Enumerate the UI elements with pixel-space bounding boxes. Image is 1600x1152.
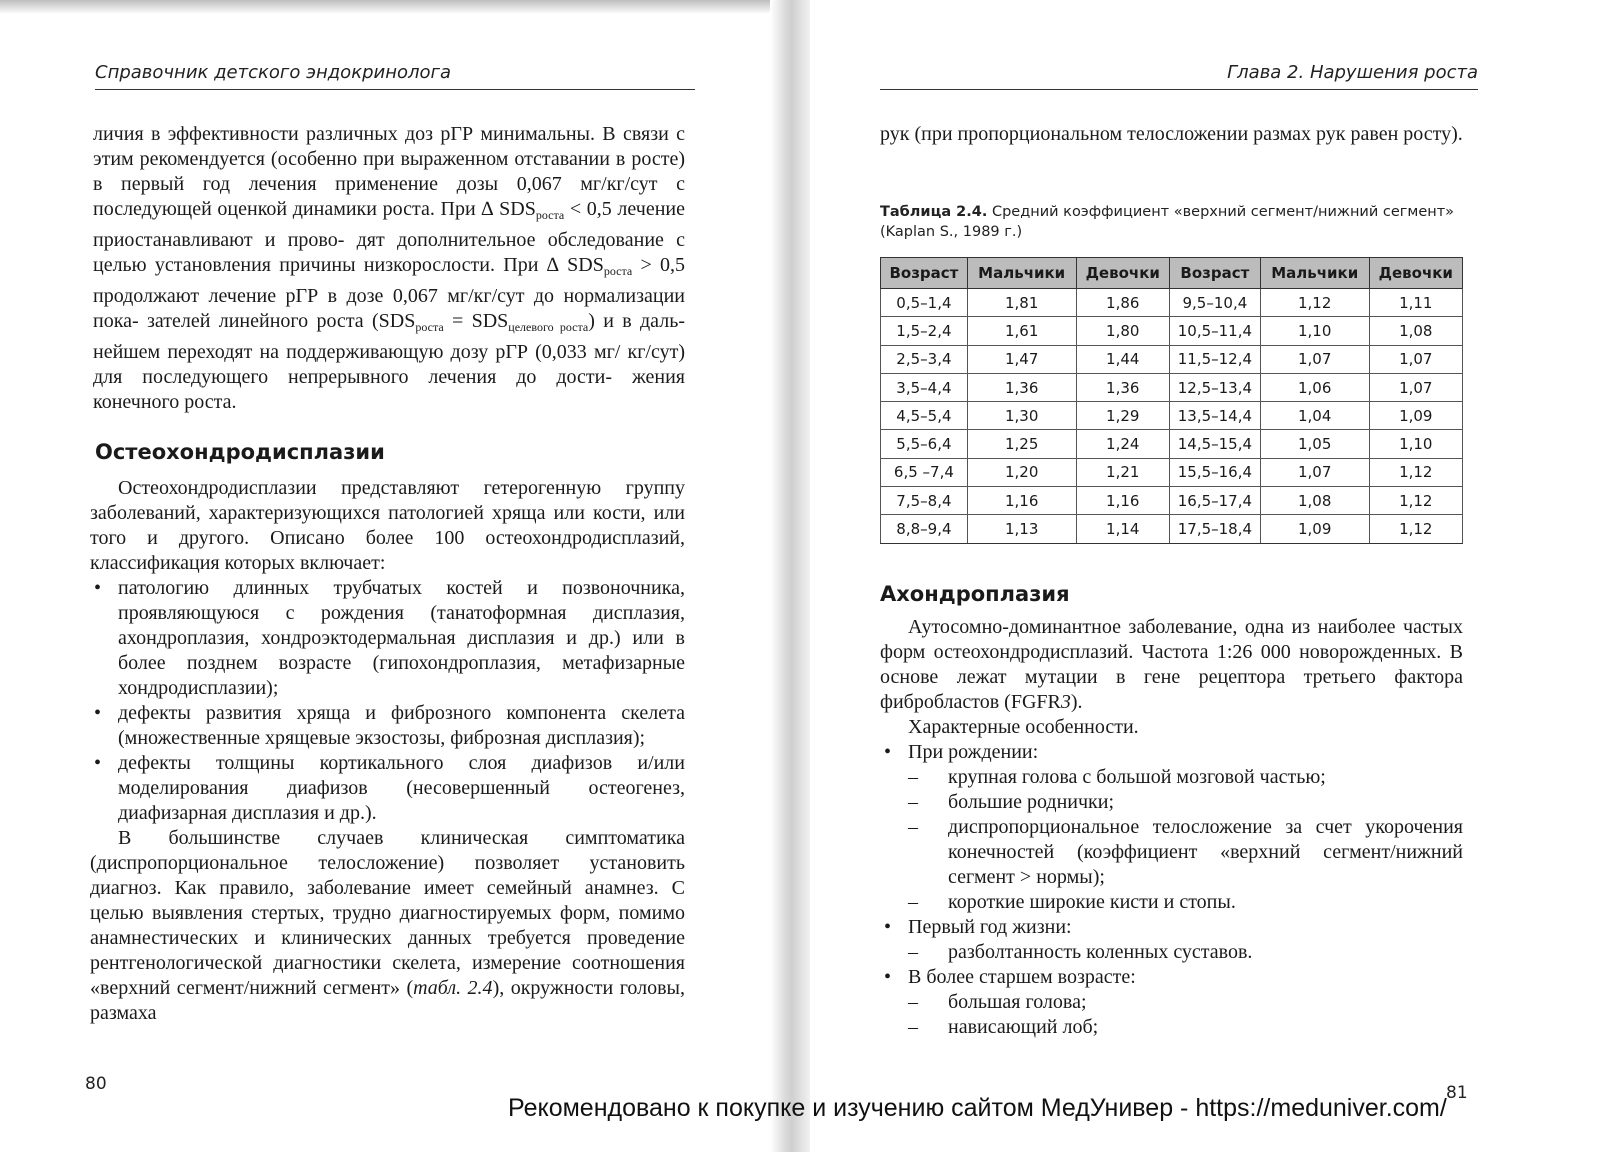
table-cell: 2,5–3,4 (881, 345, 968, 373)
table-cell: 1,16 (967, 487, 1076, 515)
left-para-2: Остеохондродисплазии представляют гетерогенную группу заболеваний, характеризующихся патологией хряща или кости, или того и другого. Описано более 100 остеохондродисплазий, классификация которых включает: (90, 477, 685, 574)
table-cell: 1,21 (1076, 458, 1169, 486)
col-header: Мальчики (967, 258, 1076, 289)
table-cell: 1,07 (1369, 345, 1462, 373)
table-row (881, 289, 1463, 317)
list-item: – большие роднички; (880, 790, 1463, 815)
table-cell: 1,09 (1260, 515, 1369, 543)
table-cell: 17,5–18,4 (1169, 515, 1260, 543)
table-row (881, 515, 1463, 543)
table-cell: 1,25 (967, 430, 1076, 458)
features-list (880, 965, 1463, 990)
table-cell: 1,36 (1076, 373, 1169, 401)
table-cell: 1,04 (1260, 402, 1369, 430)
left-page (0, 0, 790, 1152)
list-item: – нависающий лоб; (880, 1015, 1463, 1040)
table-cell: 1,08 (1260, 487, 1369, 515)
features-sublist (880, 990, 1463, 1040)
col-header: Возраст (1169, 258, 1260, 289)
table-row (881, 402, 1463, 430)
table-cell: 1,12 (1369, 458, 1462, 486)
section-title-achondroplasia: Ахондроплазия (880, 582, 1070, 606)
table-caption: Таблица 2.4. Средний коэффициент «верхний сегмент/нижний сегмент» (Kaplan S., 1989 г.) (880, 204, 1455, 240)
table-cell: 1,61 (967, 317, 1076, 345)
table-cell: 1,30 (967, 402, 1076, 430)
table-cell: 1,08 (1369, 317, 1462, 345)
right-page (790, 0, 1600, 1152)
left-para-3: В большинстве случаев клиническая симптоматика (диспропорциональное телосложение) позволяет установить диагноз. Как правило, заболевание имеет семейный анамнез. С целью выявления стертых, трудно диагностируемых форм, помимо анамнестических и клинических данных требуется проведение рентгенологической диагностики скелета, измерение соотношения «верхний сегмент/нижний сегмент» (табл. 2.4), окружности головы, размаха (90, 827, 685, 1024)
footer-banner[interactable]: Рекомендовано к покупке и изучению сайтом МедУнивер - https://meduniver.com/ (508, 1094, 1447, 1122)
table-cell: 1,05 (1260, 430, 1369, 458)
table-cell: 1,12 (1369, 487, 1462, 515)
classification-list (90, 576, 685, 826)
list-item: – большая голова; (880, 990, 1463, 1015)
table-cell: 11,5–12,4 (1169, 345, 1260, 373)
table-row (881, 345, 1463, 373)
table-cell: 6,5 –7,4 (881, 458, 968, 486)
table-cell: 1,80 (1076, 317, 1169, 345)
list-item: • дефекты развития хряща и фиброзного компонента скелета (множественные хрящевые экзостозы, фиброзная дисплазия); (90, 701, 685, 751)
table-cell: 1,10 (1260, 317, 1369, 345)
table-cell: 1,07 (1369, 373, 1462, 401)
table-cell: 1,44 (1076, 345, 1169, 373)
table-cell: 12,5–13,4 (1169, 373, 1260, 401)
table-cell: 1,07 (1260, 345, 1369, 373)
table-cell: 1,10 (1369, 430, 1462, 458)
col-header: Девочки (1369, 258, 1462, 289)
page-number-left: 80 (85, 1074, 107, 1094)
list-item: • патологию длинных трубчатых костей и позвоночника, проявляющуюся с рождения (танатоформная дисплазия, ахондроплазия, хондроэктодермальная дисплазия и др.) или в более позднем возрасте (гипохондроплазия, метафизарные хондродисплазии); (90, 576, 685, 701)
table-header-row (881, 258, 1463, 289)
table-cell: 10,5–11,4 (1169, 317, 1260, 345)
table-cell: 1,16 (1076, 487, 1169, 515)
list-item: – крупная голова с большой мозговой частью; (880, 765, 1463, 790)
page-number-right: 81 (1446, 1083, 1468, 1103)
table-row (881, 317, 1463, 345)
table-cell: 13,5–14,4 (1169, 402, 1260, 430)
features-sublist (880, 765, 1463, 915)
list-item: • В более старшем возрасте: (880, 965, 1463, 990)
table-reference[interactable]: табл. 2.4 (413, 977, 493, 999)
running-head-left: Справочник детского эндокринолога (95, 62, 695, 90)
table-cell: 1,24 (1076, 430, 1169, 458)
table-row (881, 430, 1463, 458)
features-list (880, 740, 1463, 765)
table-cell: 8,8–9,4 (881, 515, 968, 543)
table-cell: 0,5–1,4 (881, 289, 968, 317)
table-cell: 1,12 (1369, 515, 1462, 543)
table-cell: 15,5–16,4 (1169, 458, 1260, 486)
table-cell: 1,47 (967, 345, 1076, 373)
features-sublist (880, 940, 1463, 965)
table-cell: 4,5–5,4 (881, 402, 968, 430)
table-cell: 1,07 (1260, 458, 1369, 486)
right-top-text: рук (при пропорциональном телосложении размах рук равен росту). (880, 123, 1463, 145)
col-header: Девочки (1076, 258, 1169, 289)
right-para-1: Аутосомно-доминантное заболевание, одна из наиболее частых форм остеохондродисплазий. Частота 1:26 000 новорожденных. В основе лежат мутации в гене рецептора третьего фактора фибробластов (FGFR3). (880, 616, 1463, 713)
table-row (881, 458, 1463, 486)
table-cell: 16,5–17,4 (1169, 487, 1260, 515)
col-header: Мальчики (1260, 258, 1369, 289)
table-cell: 3,5–4,4 (881, 373, 968, 401)
left-para-1: личия в эффективности различных доз рГР минимальны. В связи с этим рекомендуется (особенно при выраженном отставании в росте) в первый год лечения применение дозы 0,067 мг/кг/сут с последующей оценкой динамики роста. При ∆ $SDS_{роста} < 0,5$ лечение приостанавливают и прово- дят дополнительное обследование с целью установления причины низкорослости. При ∆ $SDS_{роста} > 0,5$ продолжают лечение рГР в дозе 0,067 мг/кг/сут до нормализации пока- зателей линейного роста $(SDS_{роста} = SDS_{целевого роста})$ и в даль- нейшем переходят на поддерживающую дозу рГР (0,033 мг/ кг/сут) для последующего непрерывного лечения до дости- жения конечного роста. (93, 123, 686, 413)
features-intro: Характерные особенности. (908, 716, 1139, 738)
table-cell: 1,12 (1260, 289, 1369, 317)
table-cell: 9,5–10,4 (1169, 289, 1260, 317)
table-cell: 1,13 (967, 515, 1076, 543)
running-head-right: Глава 2. Нарушения роста (880, 62, 1478, 90)
section-title-osteochondrodysplasia: Остеохондродисплазии (95, 440, 385, 464)
table-cell: 1,11 (1369, 289, 1462, 317)
table-row (881, 487, 1463, 515)
list-item: • При рождении: (880, 740, 1463, 765)
table-cell: 1,36 (967, 373, 1076, 401)
features-list (880, 915, 1463, 940)
list-item: • Первый год жизни: (880, 915, 1463, 940)
segment-ratio-table (880, 257, 1463, 544)
right-body (880, 615, 1463, 1040)
book-gutter (770, 0, 810, 1152)
table-cell: 1,86 (1076, 289, 1169, 317)
list-item: – короткие широкие кисти и стопы. (880, 890, 1463, 915)
table-cell: 1,14 (1076, 515, 1169, 543)
left-body (90, 476, 685, 1026)
list-item: • дефекты толщины кортикального слоя диафизов и/или моделирования диафизов (несовершенный остеогенез, диафизарная дисплазия и др.). (90, 751, 685, 826)
table-cell: 1,29 (1076, 402, 1169, 430)
table-cell: 1,06 (1260, 373, 1369, 401)
table-cell: 1,09 (1369, 402, 1462, 430)
col-header: Возраст (881, 258, 968, 289)
table-cell: 1,5–2,4 (881, 317, 968, 345)
table-cell: 1,81 (967, 289, 1076, 317)
page-edge-shadow (0, 0, 790, 14)
list-item: – разболтанность коленных суставов. (880, 940, 1463, 965)
table-cell: 14,5–15,4 (1169, 430, 1260, 458)
list-item: – диспропорциональное телосложение за счет укорочения конечностей (коэффициент «верхний сегмент/нижний сегмент > нормы); (880, 815, 1463, 890)
table-cell: 5,5–6,4 (881, 430, 968, 458)
table-row (881, 373, 1463, 401)
table-cell: 7,5–8,4 (881, 487, 968, 515)
table-cell: 1,20 (967, 458, 1076, 486)
